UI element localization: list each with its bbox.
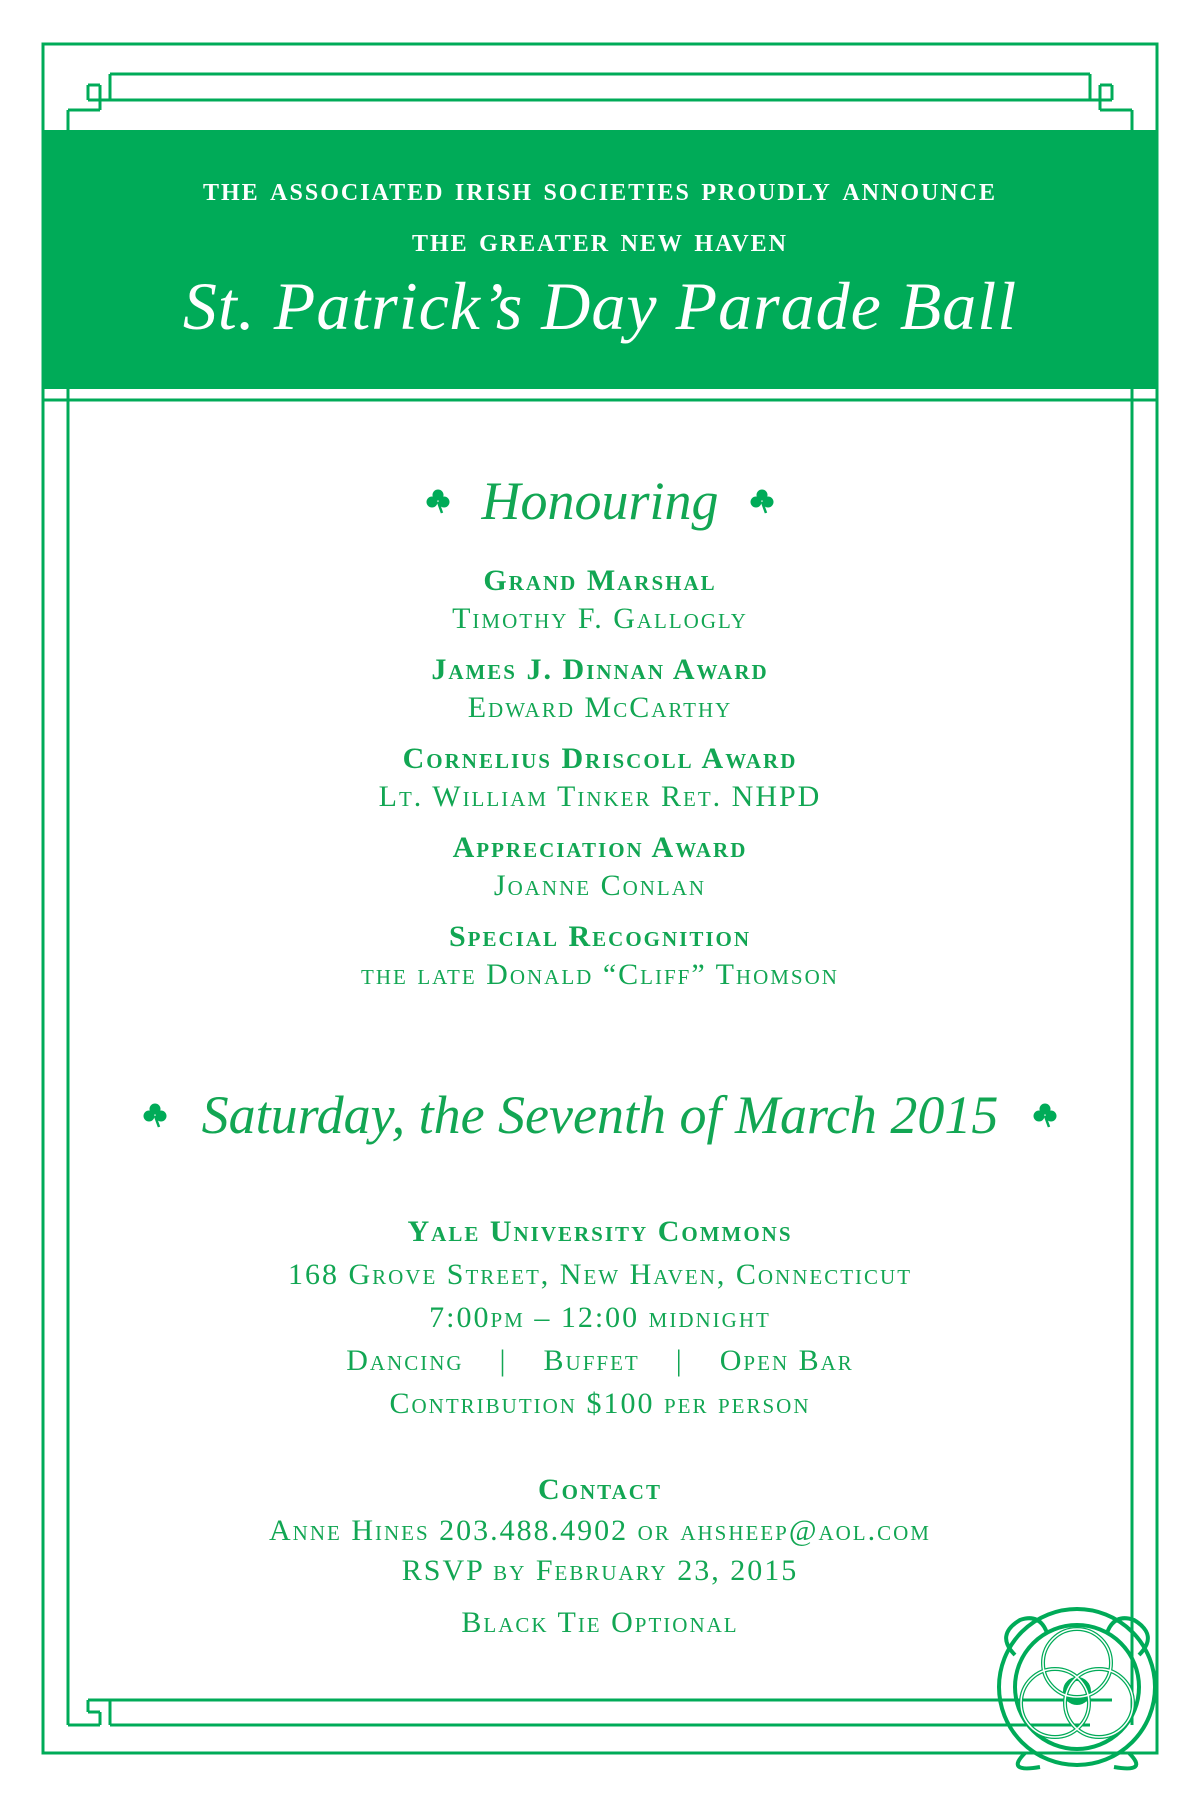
- contribution: Contribution $100 per person: [389, 1387, 811, 1420]
- contact-heading: Contact: [538, 1473, 662, 1506]
- rsvp-line: RSVP by February 23, 2015: [401, 1554, 799, 1587]
- award-title: Grand Marshal: [483, 564, 717, 597]
- amenity-buffet: Buffet: [543, 1344, 640, 1377]
- award-item: [0, 744, 1200, 812]
- shamrock-icon: [1032, 1102, 1058, 1128]
- contact-line: Anne Hines 203.488.4902 or ahsheep@aol.com: [269, 1514, 931, 1547]
- award-item: [0, 655, 1200, 723]
- banner-announcement: the associated irish societies proudly announce: [202, 171, 997, 208]
- award-title: Appreciation Award: [452, 831, 748, 864]
- award-item: [0, 922, 1200, 990]
- celtic-knot-icon: [985, 1595, 1170, 1780]
- award-recipient: Timothy F. Gallogly: [452, 602, 748, 635]
- event-title: St. Patrick’s Day Parade Ball: [182, 268, 1018, 344]
- award-item: [0, 566, 1200, 634]
- award-title: Special Recognition: [448, 920, 752, 953]
- header-banner: [44, 130, 1156, 389]
- venue-name: Yale University Commons: [407, 1215, 793, 1248]
- venue-details: [0, 1210, 1200, 1425]
- award-title: James J. Dinnan Award: [431, 653, 769, 686]
- award-recipient: Joanne Conlan: [493, 869, 707, 902]
- shamrock-icon: [142, 1102, 168, 1128]
- venue-address: 168 Grove Street, New Haven, Connecticut: [287, 1258, 913, 1291]
- shamrock-icon: [425, 488, 451, 514]
- award-recipient: Lt. William Tinker Ret. NHPD: [378, 780, 822, 813]
- award-recipient: Edward McCarthy: [467, 691, 733, 724]
- event-time: 7:00pm – 12:00 midnight: [429, 1301, 771, 1334]
- amenity-open-bar: Open Bar: [719, 1344, 854, 1377]
- separator: |: [675, 1344, 684, 1377]
- shamrock-icon: [749, 488, 775, 514]
- date-row: [0, 1085, 1200, 1145]
- amenity-dancing: Dancing: [346, 1344, 464, 1377]
- amenities-list: [0, 1339, 1200, 1382]
- dress-code: Black Tie Optional: [461, 1606, 739, 1639]
- honouring-heading-row: [0, 471, 1200, 531]
- separator: |: [499, 1344, 508, 1377]
- honouring-heading: Honouring: [481, 471, 719, 531]
- banner-location: the greater new haven: [411, 222, 788, 259]
- event-date: Saturday, the Seventh of March 2015: [201, 1085, 999, 1145]
- award-recipient: the late Donald “Cliff” Thomson: [361, 958, 839, 991]
- award-item: [0, 833, 1200, 901]
- award-title: Cornelius Driscoll Award: [402, 742, 798, 775]
- awards-list: [0, 566, 1200, 1011]
